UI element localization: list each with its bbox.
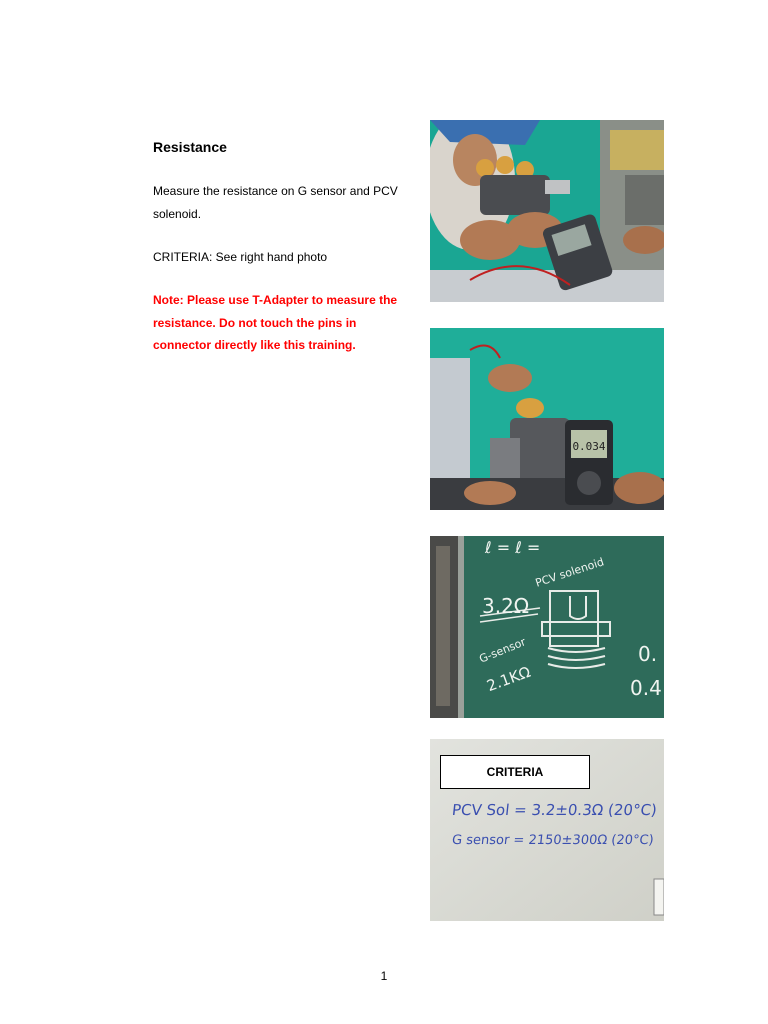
photo-multimeter-reading-image [430,328,664,510]
photo-chalkboard-image [430,536,664,718]
section-heading: Resistance [153,139,227,155]
criteria-paragraph: CRITERIA: See right hand photo [153,250,328,264]
photo-chalkboard-values [430,536,664,718]
criteria-g-sensor-line: G sensor = 2150±300Ω (20°C) [451,833,655,848]
criteria-pcv-line: PCV Sol = 3.2±0.3Ω (20°C) [451,801,658,819]
criteria-label-box: CRITERIA [440,755,590,789]
chalk-right-1: 0. [638,642,658,666]
instruction-paragraph: Measure the resistance on G sensor and PCV solenoid. [153,184,398,221]
photo-measuring-sensor [430,120,664,302]
multimeter-display-value: 0.034 [572,440,606,453]
photo-multimeter-reading [430,328,664,510]
chalk-pcv-label: PCV solenoid [533,555,606,590]
chalk-right-2: 0.4 [630,676,662,700]
warning-note: Note: Please use T-Adapter to measure the resistance. Do not touch the pins in connector directly like this training. [153,293,398,352]
chalk-g-value: 2.1KΩ [484,662,533,696]
page-number: 1 [380,969,388,983]
chalk-g-label: G-sensor [477,635,528,666]
photo-criteria-whiteboard [430,739,664,921]
chalk-line-1: ℓ = ℓ = [485,538,541,557]
photo-measuring-sensor-image [430,120,664,302]
chalk-pcv-value: 3.2Ω [482,594,530,618]
